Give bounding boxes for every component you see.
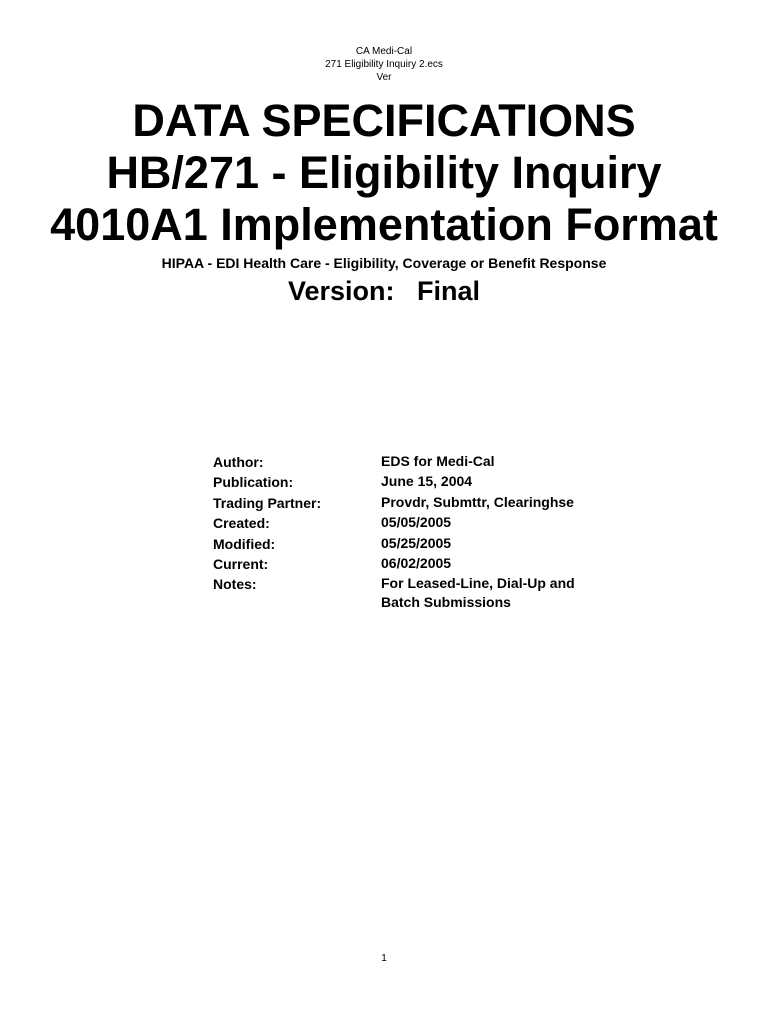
title-line-1: DATA SPECIFICATIONS <box>132 95 636 146</box>
metadata-row-publication <box>213 472 633 492</box>
header-line-2: 271 Eligibility Inquiry 2.ecs <box>325 59 443 70</box>
document-metadata <box>213 452 633 612</box>
metadata-label: Created: <box>213 515 270 532</box>
document-title <box>0 95 768 251</box>
title-line-2: HB/271 - Eligibility Inquiry <box>106 147 662 198</box>
page-number: 1 <box>381 953 387 964</box>
metadata-row-notes <box>213 574 633 612</box>
document-version: Version: Final <box>287 276 481 306</box>
metadata-value: EDS for Medi-Cal <box>381 453 495 469</box>
metadata-label: Author: <box>213 454 264 470</box>
metadata-row-current <box>213 554 633 574</box>
metadata-value: Provdr, Submttr, Clearinghse <box>381 493 574 510</box>
metadata-value: 05/25/2005 <box>381 534 452 551</box>
metadata-row-created <box>213 513 633 533</box>
metadata-label: Trading Partner: <box>213 494 322 511</box>
title-line-3: 4010A1 Implementation Format <box>50 199 718 250</box>
metadata-label: Current: <box>213 556 269 573</box>
page-header <box>0 45 768 84</box>
metadata-label: Notes: <box>213 576 257 593</box>
metadata-label: Publication: <box>213 474 294 491</box>
metadata-row-trading-partner <box>213 493 633 513</box>
metadata-row-modified <box>213 534 633 554</box>
document-subtitle: HIPAA - EDI Health Care - Eligibility, Coverage or Benefit Response <box>161 255 607 271</box>
metadata-value: June 15, 2004 <box>381 473 473 490</box>
header-line-3: Ver <box>376 72 392 83</box>
header-line-1: CA Medi-Cal <box>355 46 413 57</box>
metadata-value: 05/05/2005 <box>381 514 452 531</box>
metadata-row-author <box>213 452 633 472</box>
metadata-value: For Leased-Line, Dial-Up and Batch Submissions <box>381 575 575 611</box>
metadata-value: 06/02/2005 <box>381 555 452 572</box>
metadata-label: Modified: <box>213 535 276 552</box>
